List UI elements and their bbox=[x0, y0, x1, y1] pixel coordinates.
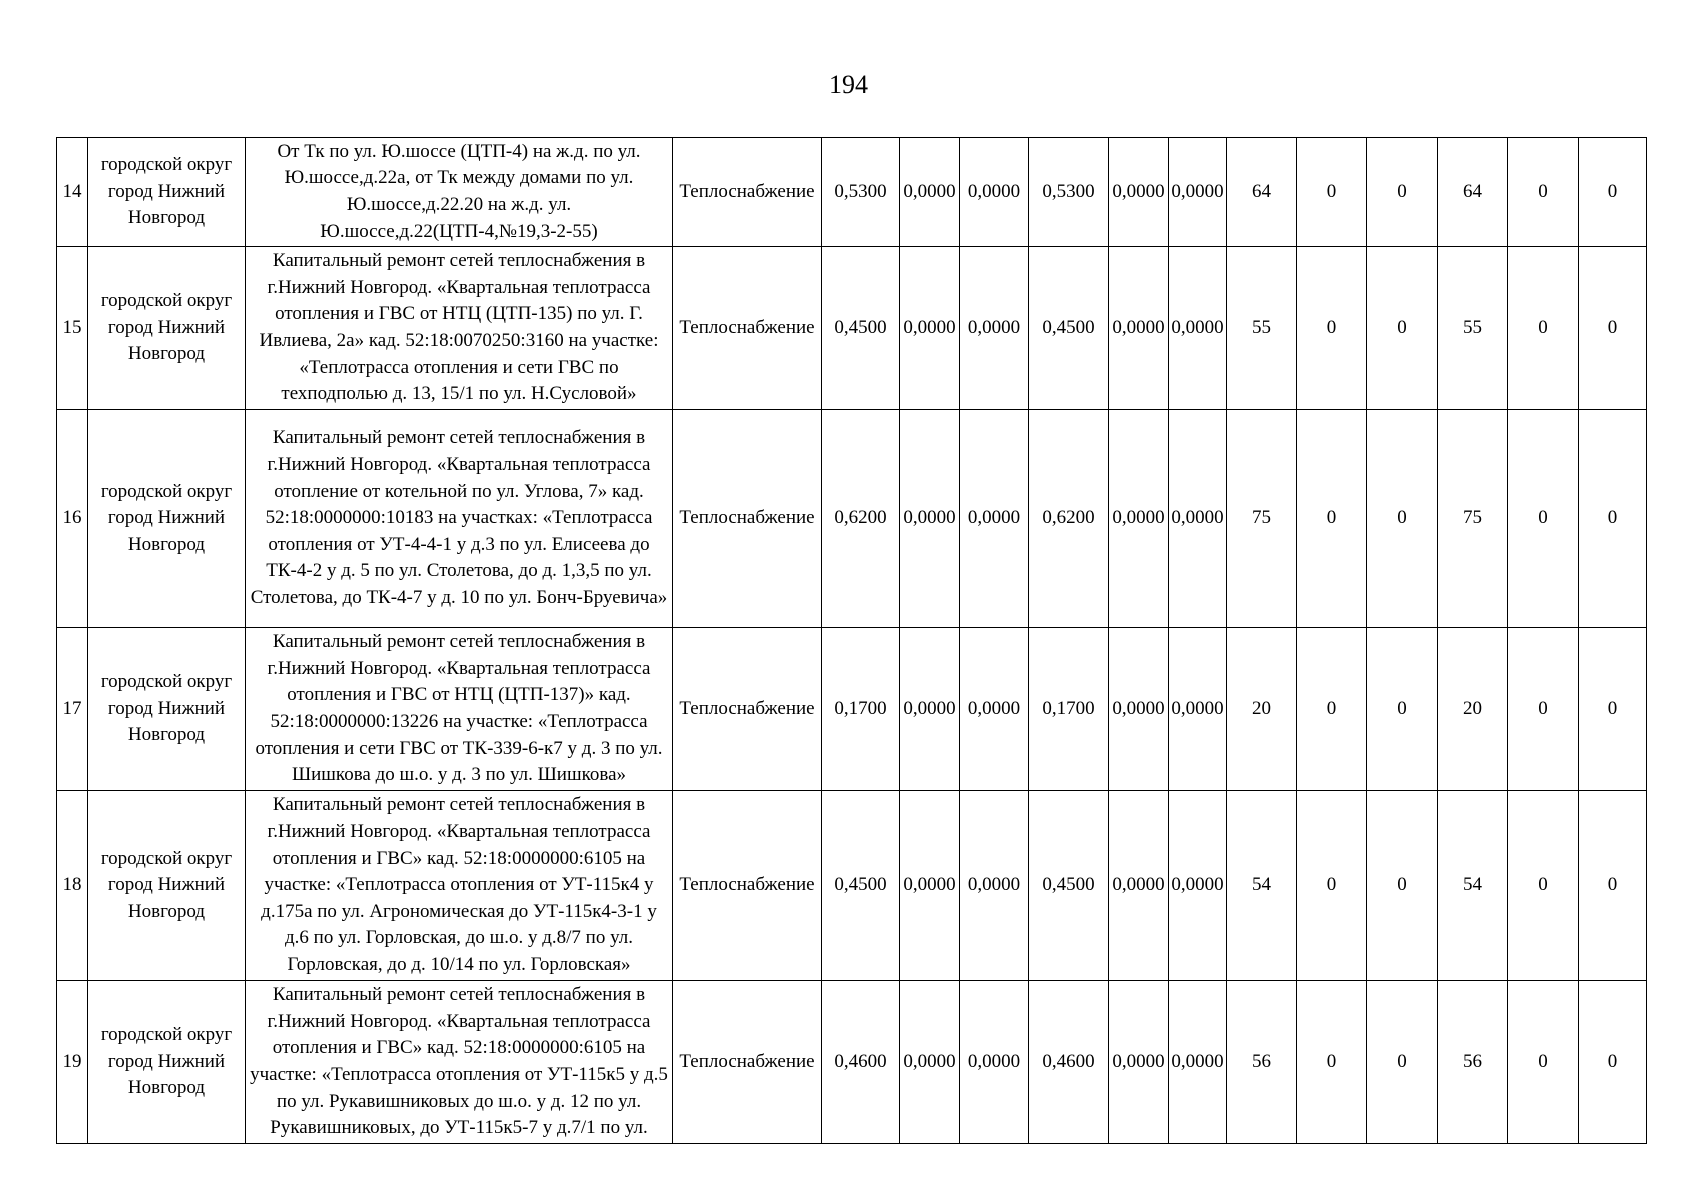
type-cell: Теплоснабжение bbox=[673, 138, 822, 247]
value-cell: 0,0000 bbox=[900, 247, 960, 410]
row-number: 14 bbox=[57, 138, 88, 247]
value-cell: 0 bbox=[1297, 791, 1367, 981]
value-cell: 55 bbox=[1227, 247, 1297, 410]
row-number: 15 bbox=[57, 247, 88, 410]
value-cell: 0,0000 bbox=[960, 410, 1029, 628]
value-cell: 64 bbox=[1227, 138, 1297, 247]
value-cell: 0,4600 bbox=[1029, 981, 1109, 1144]
value-cell: 0,0000 bbox=[900, 410, 960, 628]
value-cell: 0 bbox=[1579, 410, 1647, 628]
value-cell: 0,5300 bbox=[822, 138, 900, 247]
type-cell: Теплоснабжение bbox=[673, 791, 822, 981]
data-table bbox=[56, 137, 1647, 1144]
type-cell: Теплоснабжение bbox=[673, 410, 822, 628]
value-cell: 0 bbox=[1508, 791, 1579, 981]
table-row bbox=[57, 628, 1647, 791]
territory-cell: городской округ город Нижний Новгород bbox=[88, 628, 246, 791]
value-cell: 0 bbox=[1508, 138, 1579, 247]
value-cell: 54 bbox=[1438, 791, 1508, 981]
description-cell: Капитальный ремонт сетей теплоснабжения в г.Нижний Новгород. «Квартальная теплотрасса отопления и ГВС» кад. 52:18:0000000:6105 на участке: «Теплотрасса отопления от УТ-115к4 у д.175а по ул. Агрономическая до УТ-115к4-3-1 у д.6 по ул. Горловская, до ш.о. у д.8/7 по ул. Горловская, до д. 10/14 по ул. Горловская» bbox=[246, 791, 673, 981]
value-cell: 0,0000 bbox=[960, 628, 1029, 791]
value-cell: 0,0000 bbox=[960, 138, 1029, 247]
value-cell: 0,1700 bbox=[822, 628, 900, 791]
value-cell: 0 bbox=[1367, 247, 1438, 410]
value-cell: 0 bbox=[1579, 247, 1647, 410]
row-number: 17 bbox=[57, 628, 88, 791]
value-cell: 0 bbox=[1579, 628, 1647, 791]
value-cell: 0,5300 bbox=[1029, 138, 1109, 247]
value-cell: 20 bbox=[1438, 628, 1508, 791]
value-cell: 56 bbox=[1227, 981, 1297, 1144]
value-cell: 0,4500 bbox=[822, 791, 900, 981]
value-cell: 56 bbox=[1438, 981, 1508, 1144]
value-cell: 0 bbox=[1508, 981, 1579, 1144]
row-number: 18 bbox=[57, 791, 88, 981]
territory-cell: городской округ город Нижний Новгород bbox=[88, 410, 246, 628]
territory-cell: городской округ город Нижний Новгород bbox=[88, 247, 246, 410]
type-cell: Теплоснабжение bbox=[673, 628, 822, 791]
description-cell: Капитальный ремонт сетей теплоснабжения в г.Нижний Новгород. «Квартальная теплотрасса отопления и ГВС от НТЦ (ЦТП-137)» кад. 52:18:0000000:13226 на участке: «Теплотрасса отопления и сети ГВС от ТК-339-6-к7 у д. 3 по ул. Шишкова до ш.о. у д. 3 по ул. Шишкова» bbox=[246, 628, 673, 791]
value-cell: 0,1700 bbox=[1029, 628, 1109, 791]
value-cell: 55 bbox=[1438, 247, 1508, 410]
value-cell: 0,0000 bbox=[960, 791, 1029, 981]
value-cell: 0,0000 bbox=[960, 981, 1029, 1144]
territory-cell: городской округ город Нижний Новгород bbox=[88, 981, 246, 1144]
table-row bbox=[57, 138, 1647, 247]
value-cell: 54 bbox=[1227, 791, 1297, 981]
value-cell: 0,4500 bbox=[822, 247, 900, 410]
value-cell: 0,4600 bbox=[822, 981, 900, 1144]
value-cell: 0,0000 bbox=[1169, 791, 1227, 981]
value-cell: 0,0000 bbox=[1169, 410, 1227, 628]
value-cell: 20 bbox=[1227, 628, 1297, 791]
row-number: 19 bbox=[57, 981, 88, 1144]
value-cell: 0 bbox=[1297, 628, 1367, 791]
value-cell: 0 bbox=[1367, 981, 1438, 1144]
value-cell: 0,0000 bbox=[1109, 791, 1169, 981]
value-cell: 0,0000 bbox=[1109, 628, 1169, 791]
value-cell: 0,0000 bbox=[1109, 138, 1169, 247]
value-cell: 0,0000 bbox=[900, 981, 960, 1144]
type-cell: Теплоснабжение bbox=[673, 247, 822, 410]
value-cell: 0,0000 bbox=[1169, 247, 1227, 410]
value-cell: 0,0000 bbox=[1109, 410, 1169, 628]
value-cell: 0 bbox=[1367, 628, 1438, 791]
value-cell: 0 bbox=[1508, 628, 1579, 791]
value-cell: 0 bbox=[1297, 138, 1367, 247]
table-row bbox=[57, 791, 1647, 981]
value-cell: 0 bbox=[1297, 981, 1367, 1144]
value-cell: 0,0000 bbox=[960, 247, 1029, 410]
value-cell: 0,0000 bbox=[900, 628, 960, 791]
territory-cell: городской округ город Нижний Новгород bbox=[88, 138, 246, 247]
row-number: 16 bbox=[57, 410, 88, 628]
type-cell: Теплоснабжение bbox=[673, 981, 822, 1144]
value-cell: 0,6200 bbox=[1029, 410, 1109, 628]
description-cell: Капитальный ремонт сетей теплоснабжения в г.Нижний Новгород. «Квартальная теплотрасса отопления и ГВС от НТЦ (ЦТП-135) по ул. Г. Ивлиева, 2а» кад. 52:18:0070250:3160 на участке: «Теплотрасса отопления и сети ГВС по техподполью д. 13, 15/1 по ул. Н.Сусловой» bbox=[246, 247, 673, 410]
territory-cell: городской округ город Нижний Новгород bbox=[88, 791, 246, 981]
page-number: 194 bbox=[829, 70, 868, 99]
value-cell: 0,0000 bbox=[1109, 981, 1169, 1144]
value-cell: 0 bbox=[1297, 410, 1367, 628]
value-cell: 0,0000 bbox=[900, 138, 960, 247]
value-cell: 0 bbox=[1579, 791, 1647, 981]
table-row bbox=[57, 247, 1647, 410]
value-cell: 0,0000 bbox=[900, 791, 960, 981]
value-cell: 0,4500 bbox=[1029, 247, 1109, 410]
description-cell: Капитальный ремонт сетей теплоснабжения в г.Нижний Новгород. «Квартальная теплотрасса отопление от котельной по ул. Углова, 7» кад. 52:18:0000000:10183 на участках: «Теплотрасса отопления от УТ-4-4-1 у д.3 по ул. Елисеева до ТК-4-2 у д. 5 по ул. Столетова, до д. 1,3,5 по ул. Столетова, до ТК-4-7 у д. 10 по ул. Бонч-Бруевича» bbox=[246, 410, 673, 628]
value-cell: 0 bbox=[1508, 247, 1579, 410]
table-row bbox=[57, 410, 1647, 628]
value-cell: 0,0000 bbox=[1169, 628, 1227, 791]
value-cell: 75 bbox=[1438, 410, 1508, 628]
value-cell: 0 bbox=[1367, 410, 1438, 628]
table-row bbox=[57, 981, 1647, 1144]
description-cell: От Тк по ул. Ю.шоссе (ЦТП-4) на ж.д. по ул. Ю.шоссе,д.22а, от Тк между домами по ул. Ю.шоссе,д.22.20 на ж.д. ул. Ю.шоссе,д.22(ЦТП-4,№19,3-2-55) bbox=[246, 138, 673, 247]
value-cell: 0,0000 bbox=[1109, 247, 1169, 410]
value-cell: 0,0000 bbox=[1169, 138, 1227, 247]
value-cell: 0 bbox=[1579, 138, 1647, 247]
value-cell: 0 bbox=[1579, 981, 1647, 1144]
value-cell: 64 bbox=[1438, 138, 1508, 247]
value-cell: 75 bbox=[1227, 410, 1297, 628]
value-cell: 0 bbox=[1297, 247, 1367, 410]
value-cell: 0,6200 bbox=[822, 410, 900, 628]
value-cell: 0 bbox=[1508, 410, 1579, 628]
description-cell: Капитальный ремонт сетей теплоснабжения в г.Нижний Новгород. «Квартальная теплотрасса отопления и ГВС» кад. 52:18:0000000:6105 на участке: «Теплотрасса отопления от УТ-115к5 у д.5 по ул. Рукавишниковых до ш.о. у д. 12 по ул. Рукавишниковых, до УТ-115к5-7 у д.7/1 по ул. bbox=[246, 981, 673, 1144]
value-cell: 0 bbox=[1367, 138, 1438, 247]
value-cell: 0,4500 bbox=[1029, 791, 1109, 981]
value-cell: 0 bbox=[1367, 791, 1438, 981]
value-cell: 0,0000 bbox=[1169, 981, 1227, 1144]
